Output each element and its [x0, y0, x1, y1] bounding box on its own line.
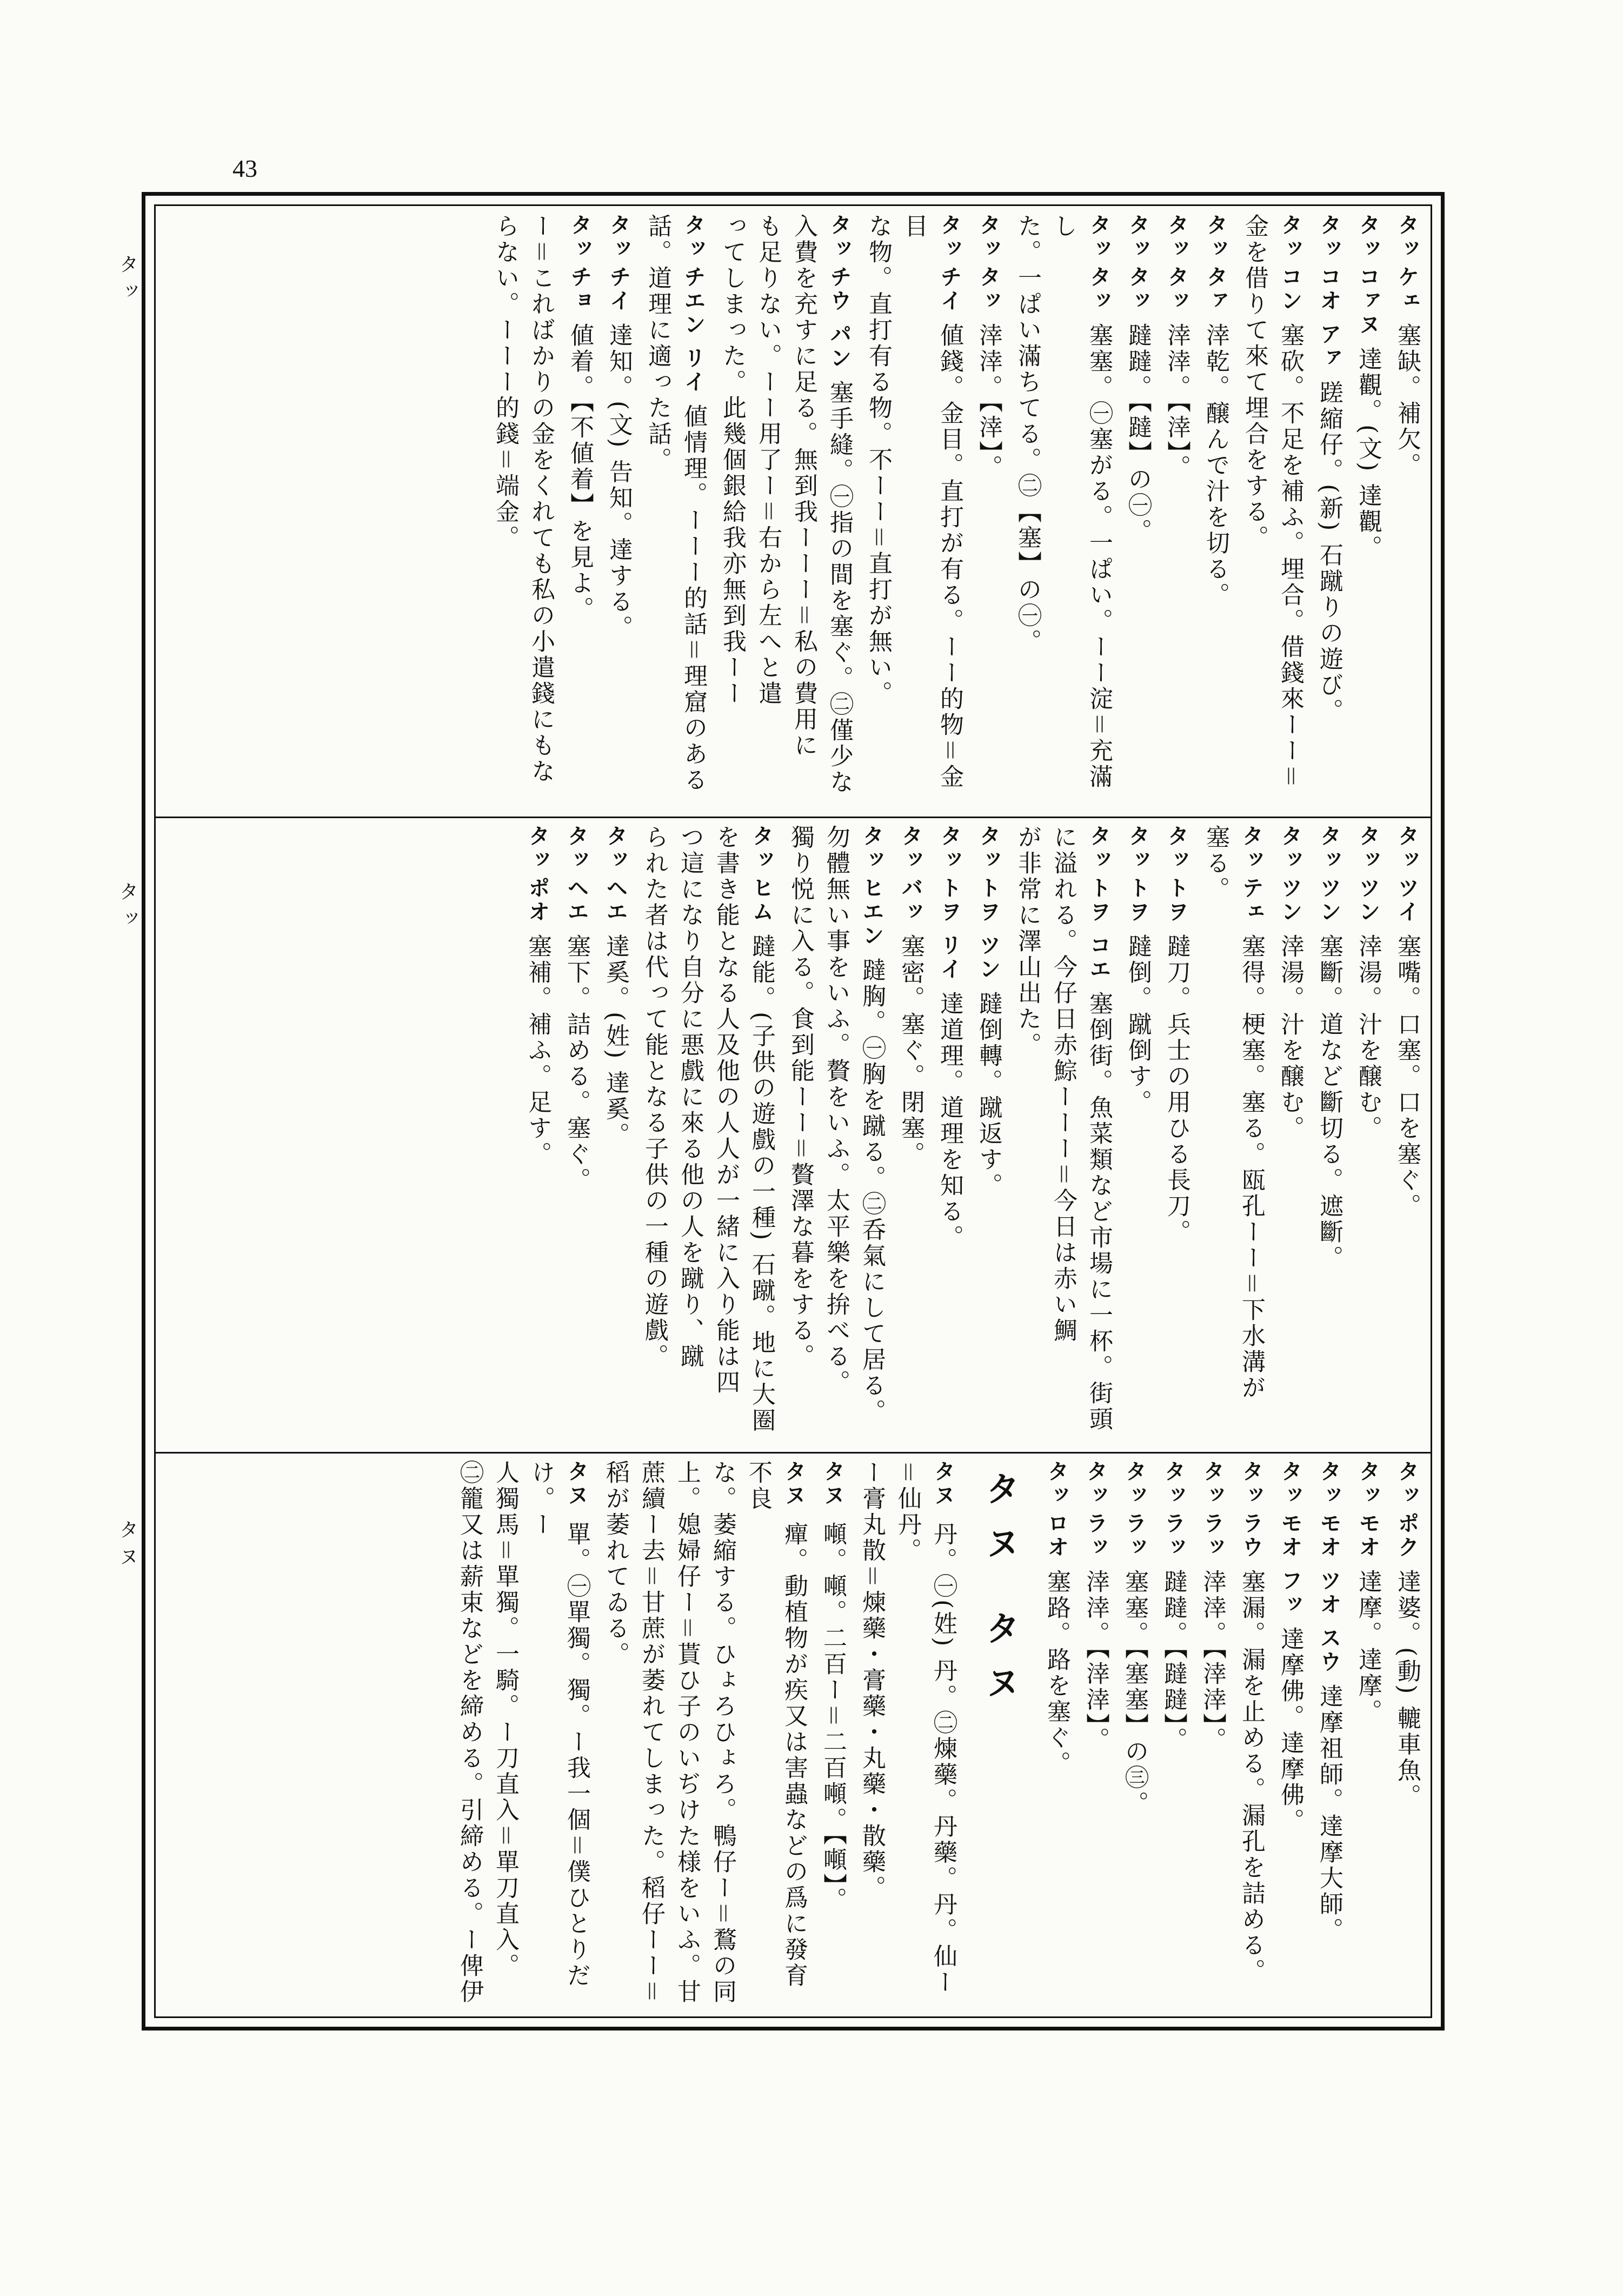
dictionary-entry	[1009, 825, 1116, 1432]
entry-definition: 塞路。路を塞ぐ。	[1043, 1569, 1070, 1777]
entry-reading-sub: タァ	[1203, 266, 1228, 313]
dictionary-entry	[714, 214, 857, 795]
side-label: タッ	[116, 254, 138, 308]
entry-reading: タッ	[1083, 1460, 1108, 1508]
entry-definition: 涬湯。汁を醸む。	[1354, 934, 1382, 1142]
entry-reading: タッ	[567, 214, 592, 261]
dictionary-entry	[893, 825, 928, 1167]
dictionary-entry	[1272, 825, 1308, 1142]
entry-reading: タッ	[1355, 825, 1380, 872]
entry-definition: 塞砍。不足を補ふ。埋合。借錢來ーー＝ 金を借りて來て埋合をする。	[1241, 214, 1304, 790]
dictionary-entry	[1198, 214, 1233, 608]
dictionary-entry	[932, 825, 967, 1251]
dictionary-entry	[597, 1460, 812, 2012]
entry-definition: 丹。㊀(姓) 丹。㊁煉藥。丹藥。丹。仙ー＝仙丹。 ー膏丸散＝煉藥・膏藥・丸藥・散藥。	[858, 1460, 957, 1996]
entry-reading: タッ	[1086, 214, 1111, 261]
entry-reading: タッ	[606, 214, 631, 261]
entry-reading: タッ	[1394, 1460, 1419, 1508]
entry-reading: タッ	[976, 214, 1001, 261]
entry-reading-sub: ヘエ	[564, 877, 589, 924]
entry-reading: タッ	[525, 825, 550, 872]
entry-reading: タッ	[1316, 1460, 1341, 1508]
dictionary-entry	[636, 825, 779, 1434]
entry-reading-sub: ラウ	[1239, 1512, 1263, 1560]
dictionary-entry	[1120, 214, 1155, 545]
entry-reading: タッ	[749, 825, 774, 872]
entry-definition: 蹉縮仔。(新) 石蹴りの遊び。	[1315, 380, 1343, 725]
entry-reading-sub: トヲ リイ	[937, 877, 962, 981]
entry-reading: タッ	[603, 825, 628, 872]
entry-columns	[162, 825, 1425, 1446]
dictionary-entry	[1194, 1460, 1230, 1753]
dictionary-entry	[970, 214, 1006, 481]
dictionary-entry	[1350, 214, 1386, 561]
entry-definition: 達觀。(文) 達觀。	[1354, 347, 1382, 561]
entry-reading-sub: トヲ ツン	[976, 877, 1001, 981]
dictionary-entry	[1389, 825, 1425, 1219]
dictionary-entry	[640, 214, 711, 793]
dictionary-entry	[1350, 1460, 1386, 1725]
entry-reading-sub: タッ	[1125, 266, 1150, 313]
dictionary-entry	[1009, 214, 1116, 811]
entry-definition: 單。㊀單獨。獨。ー我一個＝僕ひとりだけ。ー 人獨馬＝單獨。一騎。ー刀直入＝單刀直入。 ㊁籠又は薪束などを締める。引締める。ー俾伊	[456, 1460, 590, 2005]
section-heading: タヌ タヌ	[980, 1471, 1020, 1719]
entry-reading: タッ	[1044, 1460, 1069, 1508]
entry-definition: 噸。噸。二百ー＝二百噸。【噸】。	[819, 1522, 847, 1913]
entry-reading-sub: ツン	[1316, 877, 1341, 924]
entry-definition: 躂能。(子供の遊戲の一種) 石蹴。地に大圈 を書き能となる人及他の人人が一緒に入り能は四 つ這になり自分に悪戲に來る他の人を蹴り、蹴 られた者は代って能となる子供の一種の遊戲。	[641, 825, 775, 1434]
entry-reading: タッ	[1355, 1460, 1380, 1508]
entry-reading: タッ	[1164, 825, 1189, 872]
dictionary-entry	[1272, 1460, 1308, 1834]
entry-definition: 塞塞。㊀塞がる。一ぱい。ーー淀＝充滿し た。一ぱい滿ちてる。㊁【塞】の㊀。	[1014, 214, 1113, 790]
dictionary-entry	[520, 825, 555, 1167]
entry-reading-sub: ツイ	[1394, 877, 1419, 924]
entry-reading-sub: ロオ	[1044, 1512, 1069, 1560]
entry-reading-sub: コン	[1278, 266, 1302, 313]
entry-reading: タッ	[1125, 825, 1150, 872]
entry-definition: 値錢。金目。直打が有る。ーー的物＝金目 な物。直打有る物。不ーー＝直打が無い。	[864, 214, 963, 790]
entry-reading-sub: モオ フッ	[1278, 1512, 1302, 1617]
entry-columns	[162, 1460, 1425, 2012]
entry-reading-sub: チエン リイ	[681, 266, 706, 394]
entry-reading-sub: コオ アァ	[1316, 266, 1341, 370]
section-divider	[154, 817, 1432, 818]
dictionary-entry	[1233, 1460, 1269, 1985]
entry-reading: タッ	[1316, 825, 1341, 872]
entry-reading: タッ	[1164, 214, 1189, 261]
entry-definition: 達摩佛。達摩佛。	[1276, 1626, 1304, 1834]
entry-reading: タッ	[1239, 825, 1263, 872]
entry-definition: 癉。動植物が疾又は害蟲などの爲に發育不良 な。萎縮する。ひょろひょろ。鴨仔ー＝鶩の同 上。媳婦仔ー＝貰ひ子のいぢけた様をいふ。甘 蔗續ー去＝甘蔗が萎れてしまった。稻仔ーー＝ 稻が萎れてゐる。	[602, 1460, 808, 2005]
entry-reading: タッ	[1278, 825, 1302, 872]
entry-reading-sub: モオ	[1355, 1512, 1380, 1560]
dictionary-entry	[1120, 825, 1155, 1116]
entry-reading-sub: ケェ	[1394, 266, 1419, 313]
dictionary-entry	[782, 825, 889, 1425]
entry-definition: 塞手縫。㊀指の間を塞ぐ。㊁僅少な 入費を充すに足る。無到我ーーー＝私の費用に も足りない。ーー用了ー＝右から左へと遣 ってしまった。此幾個銀給我亦無到我ーー	[719, 214, 853, 795]
entry-reading: タッ	[1122, 1460, 1147, 1508]
entry-reading-sub: ラッ	[1083, 1512, 1108, 1560]
entry-reading-sub: ポオ	[525, 877, 550, 924]
entry-definition: 涬涬。【涬涬】。	[1199, 1569, 1226, 1753]
page-number: 43	[232, 155, 257, 182]
entry-definition: 塞斷。道など斷切る。遮斷。	[1315, 934, 1343, 1271]
dictionary-entry	[1311, 1460, 1347, 1943]
entry-definition: 達道理。道理を知る。	[936, 991, 963, 1251]
dictionary-entry	[1236, 214, 1308, 790]
dictionary-entry	[1077, 1460, 1113, 1753]
dictionary-entry	[451, 1460, 594, 2012]
entry-reading: タヌ	[564, 1460, 589, 1508]
entry-reading: タッ	[1200, 1460, 1225, 1508]
dictionary-entry	[1198, 825, 1269, 1401]
entry-reading: タヌ	[930, 1460, 955, 1508]
side-label: タッ	[116, 881, 138, 935]
entry-reading-sub: ラッ	[1122, 1512, 1147, 1560]
entry-reading-sub: テェ	[1239, 877, 1263, 924]
entry-definition: 塞缺。補欠。	[1393, 323, 1421, 479]
entry-reading-sub: ラッ	[1200, 1512, 1225, 1560]
entry-definition: 躂倒轉。蹴返す。	[975, 991, 1002, 1199]
entry-reading-sub: バッ	[898, 877, 923, 924]
dictionary-entry	[597, 825, 633, 1148]
entry-reading-sub: ヒム	[749, 877, 774, 924]
dictionary-entry	[1311, 825, 1347, 1271]
entry-reading: タッ	[859, 825, 884, 872]
dictionary-section-2	[162, 825, 1425, 1446]
entry-definition: 達摩。達摩。	[1354, 1569, 1382, 1725]
dictionary-entry	[1311, 214, 1347, 724]
entry-reading: タッ	[1239, 1460, 1263, 1508]
entry-definition: 値情理。ーーー的話＝理窟のある 話。道理に適った話。	[644, 214, 707, 793]
entry-reading: タッ	[1086, 825, 1111, 872]
entry-reading-sub: トヲ	[1125, 877, 1150, 924]
dictionary-entry	[815, 1460, 850, 1913]
entry-reading: タッ	[1316, 214, 1341, 261]
dictionary-entry	[1159, 825, 1194, 1245]
entry-reading-sub: ヘエ	[603, 877, 628, 924]
entry-definition: 涬涬。【涬涬】。	[1082, 1569, 1109, 1753]
dictionary-entry	[601, 214, 636, 641]
entry-definition: 達奚。(姓) 達奚。	[602, 934, 629, 1149]
entry-reading: タッ	[1355, 214, 1380, 261]
entry-definition: 塞下。詰める。塞ぐ。	[563, 934, 590, 1193]
entry-definition: 躂刀。兵士の用ひる長刀。	[1163, 934, 1190, 1245]
entry-reading: タッ	[1161, 1460, 1186, 1508]
side-label: タヌ	[116, 1519, 138, 1574]
entry-definition: 達婆。(動) 轆車魚。	[1393, 1569, 1421, 1810]
dictionary-entry	[558, 825, 594, 1193]
entry-reading-sub: チイ	[606, 266, 631, 313]
entry-reading: タッ	[1125, 214, 1150, 261]
dictionary-entry	[562, 214, 597, 622]
entry-definition: 躂躂。【躂】の㊀。	[1124, 323, 1152, 545]
entry-reading: タッ	[1394, 825, 1419, 872]
dictionary-entry	[1389, 214, 1425, 479]
dictionary-section-1	[162, 214, 1425, 811]
entry-definition: 躂胸。㊀胸を蹴る。㊁呑氣にして居る。 勿體無い事をいふ。贅をいふ。太平樂を拚べる。 獨り悦に入る。食到能ーー＝贅澤な暮をする。	[787, 825, 886, 1425]
entry-definition: 涬湯。汁を醸む。	[1276, 934, 1304, 1142]
entry-reading: タッ	[827, 214, 852, 261]
entry-reading-sub: モオ ツオ スウ	[1316, 1512, 1341, 1674]
entry-definition: 躂倒。蹴倒す。	[1124, 934, 1152, 1116]
entry-reading-sub: ツン	[1278, 877, 1302, 924]
entry-reading: タッ	[681, 214, 706, 261]
entry-reading-sub: トヲ	[1164, 877, 1189, 924]
entry-reading-sub: ラッ	[1161, 1512, 1186, 1560]
entry-definition: 塞補。補ふ。足す。	[524, 934, 551, 1167]
entry-reading-sub: ヒエン	[859, 877, 884, 948]
dictionary-entry	[1039, 1460, 1074, 1777]
dictionary-section-3	[162, 1460, 1425, 2012]
dictionary-entry	[1389, 1460, 1425, 1809]
entry-reading-sub: タッ	[1164, 266, 1189, 313]
entry-reading: タッ	[564, 825, 589, 872]
entry-definition: 達知。(文) 告知。達する。	[605, 323, 633, 641]
entry-reading: タッ	[937, 825, 962, 872]
entry-reading-sub: ツン	[1355, 877, 1380, 924]
entry-columns	[162, 214, 1425, 811]
dictionary-entry	[1155, 1460, 1191, 1753]
entry-definition: 塞塞。【塞塞】の㊂。	[1121, 1569, 1148, 1817]
entry-definition: 塞漏。漏を止める。漏孔を詰める。	[1238, 1569, 1265, 1985]
entry-reading-sub: チョ	[567, 266, 592, 313]
entry-reading: タヌ	[820, 1460, 845, 1508]
dictionary-entry	[1159, 214, 1194, 481]
entry-definition: 値着。【不値着】を見よ。	[566, 323, 594, 622]
entry-reading: タッ	[1278, 1460, 1302, 1508]
entry-reading-sub: チウ パン	[827, 266, 852, 370]
entry-definition: 躂躂。【躂躂】。	[1160, 1569, 1187, 1753]
section-divider	[154, 1452, 1432, 1454]
entry-definition: 塞密。塞ぐ。閉塞。	[897, 934, 924, 1167]
entry-reading-sub: トヲ コエ	[1086, 877, 1111, 981]
entry-reading: タッ	[898, 825, 923, 872]
entry-reading: タッ	[976, 825, 1001, 872]
entry-reading-sub: タッ	[976, 266, 1001, 313]
entry-definition: 塞嘴。口塞。口を塞ぐ。	[1393, 934, 1421, 1219]
entry-reading: タッ	[1203, 214, 1228, 261]
entry-reading: タッ	[1394, 214, 1419, 261]
entry-definition: 塞得。梗塞。塞る。瓯孔ーー＝下水溝が 塞る。	[1202, 825, 1265, 1401]
entry-continuation: ー＝こればかりの金をくれても私の小遣錢にもな らない。ーーー的錢＝端金。	[491, 214, 555, 785]
entry-definition: 涬涬。【涬】。	[1163, 323, 1190, 481]
entry-definition: 涬乾。醸んで汁を切る。	[1202, 323, 1229, 608]
entry-reading: タッ	[1278, 214, 1302, 261]
dictionary-entry	[1350, 825, 1386, 1142]
entry-definition: 達摩祖師。達摩大師。	[1315, 1683, 1343, 1943]
dictionary-entry	[1116, 1460, 1152, 1817]
entry-reading-sub: ポク	[1394, 1512, 1419, 1560]
entry-reading-sub: タッ	[1086, 266, 1111, 313]
entry-reading-sub: コァヌ	[1355, 266, 1380, 337]
entry-reading: タヌ	[781, 1460, 806, 1508]
entry-definition: 塞倒街。魚菜類など市場に一杯。街頭 に溢れる。今仔日赤鯮ーーー＝今日は赤い鯛 が非常に澤山出た。	[1014, 825, 1113, 1432]
dictionary-entry	[854, 1460, 961, 2012]
entry-reading-sub: チイ	[937, 266, 962, 313]
dictionary-entry	[860, 214, 967, 811]
entry-definition: 涬涬。【涬】。	[975, 323, 1002, 481]
entry-reading: タッ	[937, 214, 962, 261]
dictionary-entry	[970, 825, 1006, 1199]
